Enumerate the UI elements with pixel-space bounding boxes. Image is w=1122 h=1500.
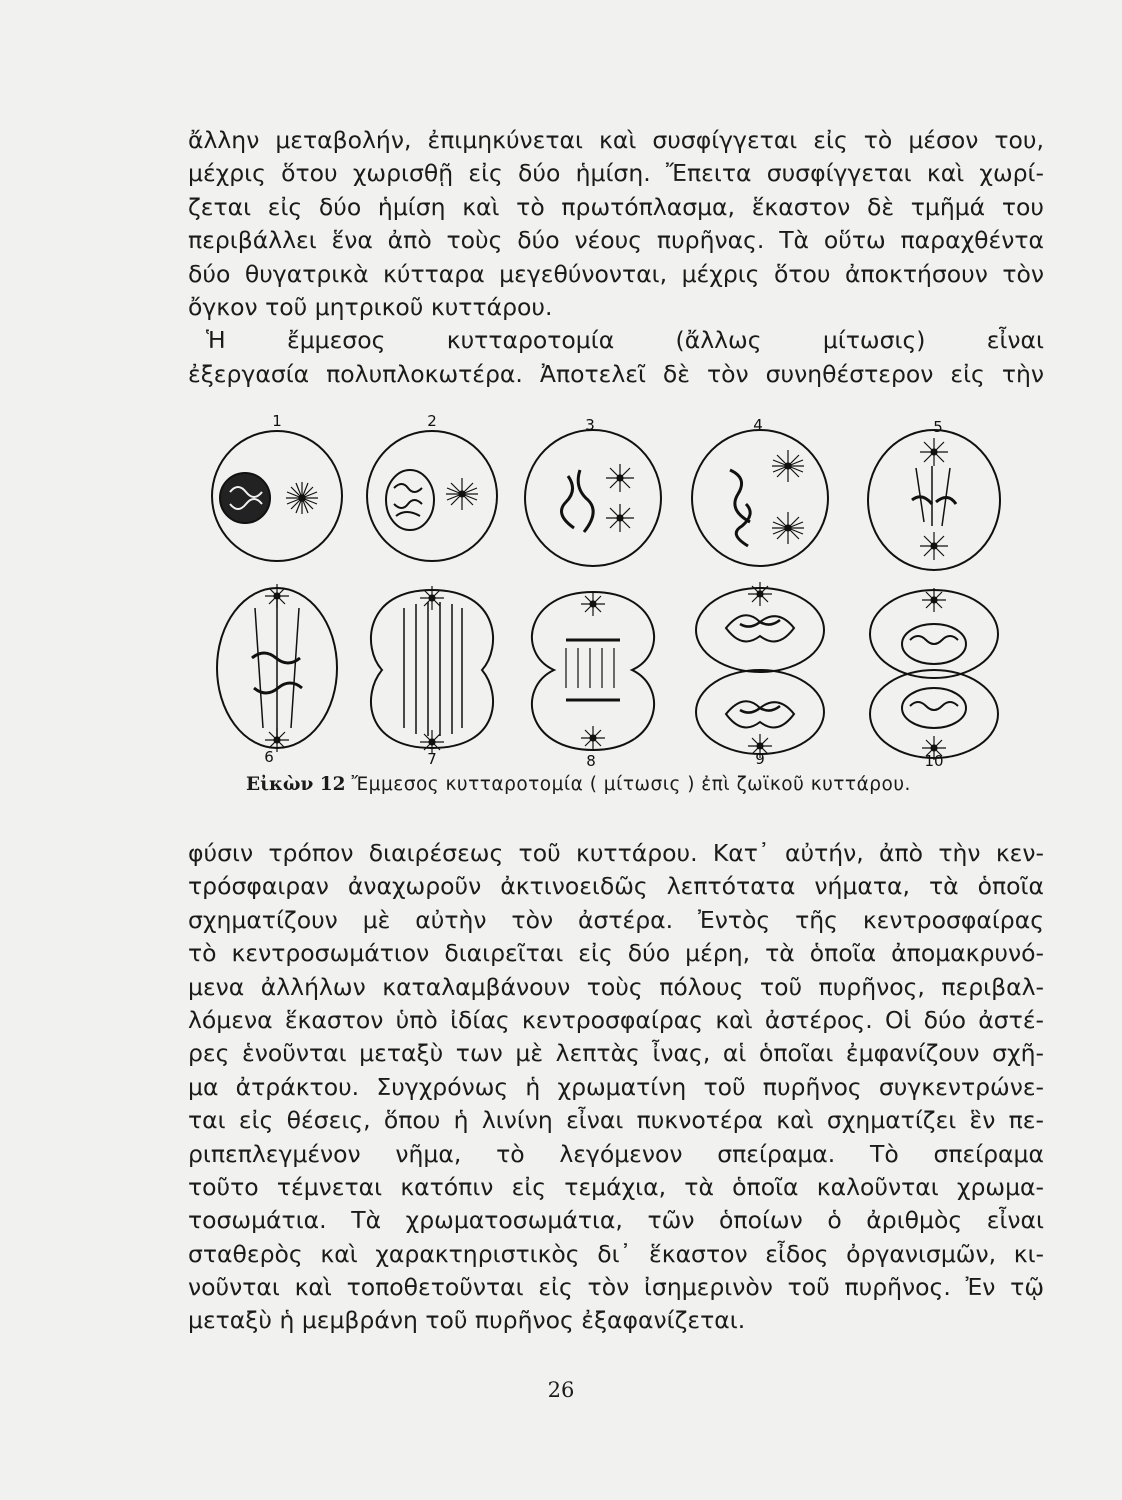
text-line: ται εἰς θέσεις, ὅπου ἡ λινίνη εἶναι πυκνοτέρα καὶ σχηματίζει ἓν πε- bbox=[188, 1106, 1044, 1135]
figure-label: 7 bbox=[427, 750, 437, 768]
paragraph-bottom bbox=[188, 837, 1044, 1338]
text-line: τὸ κεντροσωμάτιον διαιρεῖται εἰς δύο μέρη, τὰ ὁποῖα ἀπομακρυνό- bbox=[188, 939, 1044, 968]
text-line: σχηματίζουν μὲ αὐτὴν τὸν ἀστέρα. Ἐντὸς τῆς κεντροσφαίρας bbox=[188, 905, 1044, 934]
text-line: λόμενα ἕκαστον ὑπὸ ἰδίας κεντροσφαίρας καὶ ἀστέρος. Οἱ δύο ἀστέ- bbox=[188, 1005, 1044, 1034]
paragraph-top bbox=[188, 124, 1044, 391]
cell-7 bbox=[371, 590, 493, 748]
text-line: τοῦτο τέμνεται κατόπιν εἰς τεμάχια, τὰ ὁποῖα καλοῦνται χρωμα- bbox=[188, 1172, 1044, 1201]
text-line: ἐξεργασία πολυπλοκωτέρα. Ἀποτελεῖ δὲ τὸν συνηθέστερον εἰς τὴν bbox=[188, 359, 1044, 388]
text-line: δύο θυγατρικὰ κύτταρα μεγεθύνονται, μέχρις ὅτου ἀποκτήσουν τὸν bbox=[188, 259, 1044, 288]
figure-label: 8 bbox=[586, 752, 596, 768]
text-line: ζεται εἰς δύο ἡμίση καὶ τὸ πρωτόπλασμα, ἕκαστον δὲ τμῆμά του bbox=[188, 192, 1044, 221]
text-line: ριπεπλεγμένον νῆμα, τὸ λεγόμενον σπείραμα. Τὸ σπείραμα bbox=[188, 1139, 1044, 1168]
page-number: 26 bbox=[547, 1378, 575, 1402]
text-line: φύσιν τρόπον διαιρέσεως τοῦ κυττάρου. Κατ᾽ αὐτήν, ἀπὸ τὴν κεν- bbox=[188, 839, 1044, 867]
text-line: ρες ἑνοῦνται μεταξὺ των μὲ λεπτὰς ἶνας, αἱ ὁποῖαι ἐμφανίζουν σχῆ- bbox=[188, 1039, 1044, 1068]
text-line: περιβάλλει ἕνα ἀπὸ τοὺς δύο νέους πυρῆνας. Τὰ οὕτω παραχθέντα bbox=[188, 226, 1044, 255]
text-line: μενα ἀλλήλων καταλαμβάνουν τοὺς πόλους τοῦ πυρῆνος, περιβαλ- bbox=[188, 972, 1044, 1001]
figure-label: 9 bbox=[755, 750, 765, 768]
text-line: τοσωμάτια. Τὰ χρωματοσωμάτια, τῶν ὁποίων ὁ ἀριθμὸς εἶναι bbox=[188, 1206, 1044, 1235]
text-line: σταθερὸς καὶ χαρακτηριστικὸς δι᾽ ἕκαστον εἶδος ὀργανισμῶν, κι- bbox=[188, 1239, 1044, 1268]
figure-label: 4 bbox=[753, 416, 763, 434]
cell-4 bbox=[692, 430, 828, 566]
text-line: ὄγκον τοῦ μητρικοῦ κυττάρου. bbox=[188, 292, 553, 321]
text-line: νοῦνται καὶ τοποθετοῦνται εἰς τὸν ἰσημερινὸν τοῦ πυρῆνος. Ἐν τῷ bbox=[188, 1273, 1044, 1302]
text-line: τρόσφαιραν ἀναχωροῦν ἀκτινοειδῶς λεπτότατα νήματα, τὰ ὁποῖα bbox=[188, 872, 1044, 901]
caption-label: Εἰκὼν 12 bbox=[246, 774, 346, 795]
cell-3 bbox=[525, 430, 661, 566]
text-line: μέχρις ὅτου χωρισθῇ εἰς δύο ἡμίση. Ἔπειτα συσφίγγεται καὶ χωρί- bbox=[188, 159, 1044, 188]
figure-label: 6 bbox=[264, 748, 274, 766]
figure-caption bbox=[246, 774, 986, 795]
figure-label: 2 bbox=[427, 412, 437, 430]
text-line: Ἡ ἔμμεσος κυτταροτομία (ἄλλως μίτωσις) εἶναι bbox=[206, 326, 1044, 355]
text-line: μα ἀτράκτου. Συγχρόνως ἡ χρωματίνη τοῦ πυρῆνος συγκεντρώνε- bbox=[188, 1072, 1044, 1101]
mitosis-illustration bbox=[200, 408, 1030, 768]
figure-label: 5 bbox=[933, 418, 943, 436]
caption-text: Ἔμμεσος κυτταροτομία ( μίτωσις ) ἐπὶ ζωϊκοῦ κυττάρου. bbox=[351, 774, 911, 795]
figure-label: 3 bbox=[585, 416, 595, 434]
text-line: ἄλλην μεταβολήν, ἐπιμηκύνεται καὶ συσφίγγεται εἰς τὸ μέσον του, bbox=[188, 126, 1044, 154]
text-line: μεταξὺ ἡ μεμβράνη τοῦ πυρῆνος ἐξαφανίζεται. bbox=[188, 1306, 746, 1335]
figure-label: 10 bbox=[924, 752, 944, 768]
figure-label: 1 bbox=[272, 412, 282, 430]
mitosis-figure bbox=[200, 408, 1030, 768]
